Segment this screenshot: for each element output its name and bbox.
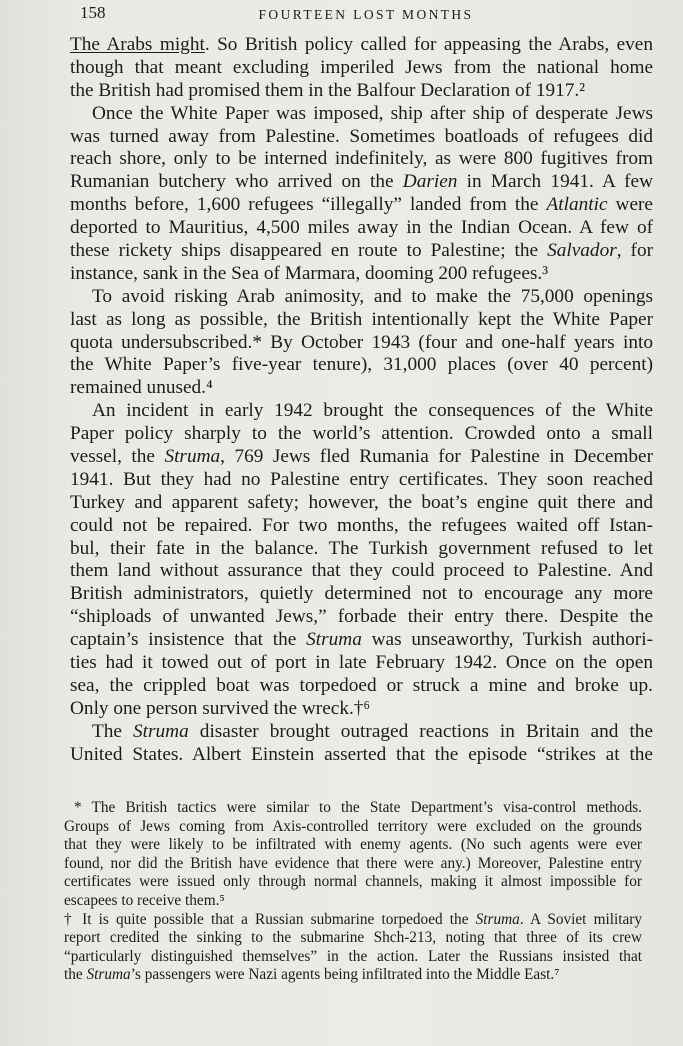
body-line: Only one person survived the wreck.†⁶ [70,697,371,719]
body-line: captain’s insistence that the Struma was unseaworthy, Turkish authori- [70,629,653,651]
body-line: reach shore, only to be interned indefinitely, as were 800 fugitives from [70,148,653,170]
body-line: deported to Mauritius, 4,500 miles away in the Indian Ocean. A few of [70,217,653,239]
body-line: Rumanian butchery who arrived on the Darien in March 1941. A few [70,171,653,193]
body-line: remained unused.⁴ [70,377,213,399]
body-line: months before, 1,600 refugees “illegally” landed from the Atlantic were [70,194,653,216]
body-line: sea, the crippled boat was torpedoed or struck a mine and broke up. [70,674,653,696]
body-line: Once the White Paper was imposed, ship after ship of desperate Jews [92,102,653,124]
body-line: could not be repaired. For two months, the refugees waited off Istan- [70,514,653,536]
body-line: bul, their fate in the balance. The Turkish government refused to let [70,537,653,559]
body-line: these rickety ships disappeared en route to Palestine; the Salvador, for [70,240,654,262]
body-line: the British had promised them in the Balfour Declaration of 1917.² [70,79,586,101]
footnote-line: certificates were issued only through normal channels, making it almost impossible for [64,873,642,891]
footnote-line: the Struma’s passengers were Nazi agents being infiltrated into the Middle East.⁷ [64,966,560,984]
body-line: United States. Albert Einstein asserted that the episode “strikes at the [70,743,653,765]
body-line: 1941. But they had no Palestine entry certificates. They soon reached [70,468,653,490]
body-text [70,34,653,767]
body-line: “shiploads of unwanted Jews,” forbade their entry there. Despite the [70,606,653,628]
body-line: An incident in early 1942 brought the consequences of the White [92,400,653,422]
body-line: last as long as possible, the British intentionally kept the White Paper [70,308,653,330]
body-line: The Struma disaster brought outraged reactions in Britain and the [92,720,654,742]
body-line: vessel, the Struma, 769 Jews fled Rumania for Palestine in December [70,446,653,468]
body-line: Turkey and apparent safety; however, the boat’s engine quit there and [70,491,653,513]
body-line: quota undersubscribed.* By October 1943 (four and one-half years into [70,331,653,353]
page-number: 158 [80,3,106,22]
body-line: though that meant excluding imperiled Jews from the national home [70,56,653,78]
footnote-line: * The British tactics were similar to the State Department’s visa-control methods. [74,799,642,816]
body-line: instance, sank in the Sea of Marmara, dooming 200 refugees.³ [70,262,549,284]
body-line: ties had it towed out of port in late February 1942. Once on the open [70,652,653,674]
body-line: The Arabs might. So British policy called for appeasing the Arabs, even [70,34,653,55]
footnote-line: found, nor did the British have evidence that there were any.) Moreover, Palestine entry [64,854,642,872]
footnote-line: † It is quite possible that a Russian submarine torpedoed the Struma. A Soviet military [64,910,642,928]
footnote-line: escapees to receive them.⁵ [64,891,225,909]
body-line: the White Paper’s five-year tenure), 31,000 places (over 40 percent) [70,354,653,376]
footnote-line: report credited the sinking to the submarine Shch-213, noting that three of its crew [64,929,642,947]
body-line: was turned away from Palestine. Sometimes boatloads of refugees did [70,125,653,147]
body-line: To avoid risking Arab animosity, and to make the 75,000 openings [92,285,653,307]
body-line: them land without assurance that they could proceed to Palestine. And [70,560,653,582]
body-line: Paper policy sharply to the world’s attention. Crowded onto a small [70,423,653,445]
running-head [80,3,652,25]
footnote-line: “particularly distinguished themselves” in the action. Later the Russians insisted that [64,947,642,965]
footnote-line: Groups of Jews coming from Axis-controlled territory were excluded on the grounds [64,817,642,835]
footnote-line: that they were likely to be infiltrated with enemy agents. (No such agents were ever [64,836,642,854]
footnotes [64,799,642,985]
body-line: British administrators, quietly determined not to encourage any more [70,583,653,605]
running-title: FOURTEEN LOST MONTHS [258,7,474,22]
